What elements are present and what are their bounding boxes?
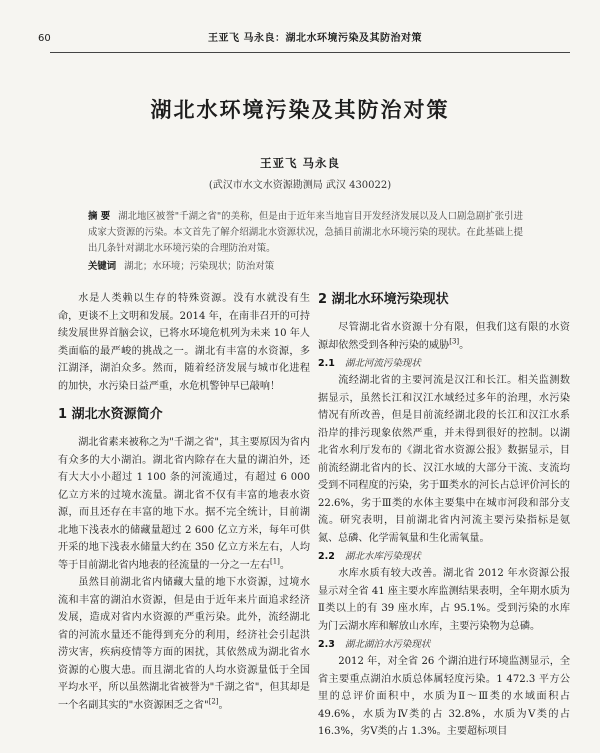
keywords-label: 关键词 bbox=[88, 261, 117, 272]
intro-paragraph: 水是人类赖以生存的特殊资源。没有水就没有生命，更谈不上文明和发展。2014 年，在南非召开的可持续发展世界首脑会议，已将水环境危机列为未来 10 年人类面临的最严峻的挑战之一。湖北有丰富的水资源，多江湖泽，湖泊众多。然而，随着经济发展与城市化进程的加快，水污染日益严重，水危机警钟早已敲响！ bbox=[58, 293, 310, 392]
header-rule bbox=[50, 52, 570, 53]
citation: [1] bbox=[269, 557, 280, 566]
subsection-2-1-heading: 2.1 湖北河流污染现状 bbox=[318, 358, 421, 369]
subsection-2-2-paragraph: 水库水质有较大改善。湖北省 2012 年水资源公报显示对全省 41 座主要水库监测结果表明，全年期水质为Ⅱ类以上的有 39 座水库，占 95.1%。受到污染的水库为门云湖水库和解放山水库，主要污染物为总磷。 bbox=[318, 568, 570, 632]
abstract-label: 摘 要 bbox=[88, 211, 111, 222]
section-1-heading: 1 湖北水资源简介 bbox=[58, 407, 163, 422]
left-column bbox=[58, 290, 310, 714]
section-1-paragraph-2: 虽然目前湖北省内储藏大量的地下水资源，过境水流和丰富的湖泊水资源，但是由于近年来片面追求经济发展，造成对省内水资源的严重污染。此外，流经湖北省的河流水量还不能得到充分的利用，经济社会引起洪涝灾害，疾病疫情等方面的困扰，其依然成为湖北省水资源的心腹大患。而且湖北省的人均水资源量低于全国平均水平，所以虽然湖北省被誉为"千湖之省"，但其却是一个名副其实的"水资源困乏之省"[2]。 bbox=[58, 577, 310, 711]
subsection-2-2-heading: 2.2 湖北水库污染现状 bbox=[318, 551, 421, 562]
page-number: 60 bbox=[38, 33, 51, 44]
section-1-paragraph-1: 湖北省素来被称之为"千湖之省"，其主要原因为省内有众多的大小湖泊。湖北省内除存在大量的湖泊外，还有大大小小超过 1 100 条的河流通过，有超过 6 000 亿立方米的过境水流量。湖北省不仅有丰富的地表水资源，而且还存在丰富的地下水。据不完全统计，目前湖北地下浅表水的储藏量超过 2 600 亿立方米，每年可供开采的地下浅表水储量大约在 350 亿立方米左右，人均等于目前湖北省内地表的径流量的一分之一左右[1]。 bbox=[58, 437, 310, 571]
abstract-text: 湖北地区被誉"千湖之省"的美称，但是由于近年来当地盲目开发经济发展以及人口剧急剧扩张引进成家大资源的污染。本文首先了解介绍湖北水资源状况，急插目前湖北水环境污染的现状。在此基础上提出几条针对湖北水环境污染的合理防治对策。 bbox=[88, 211, 523, 254]
citation: [2] bbox=[208, 697, 219, 706]
running-title: 王亚飞 马永良：湖北水环境污染及其防治对策 bbox=[208, 33, 422, 44]
running-header bbox=[38, 30, 578, 48]
section-2-heading: 2 湖北水环境污染现状 bbox=[318, 292, 449, 307]
article-affiliation: (武汉市水文水资源勘测局 武汉 430022) bbox=[208, 180, 392, 191]
article-title: 湖北水环境污染及其防治对策 bbox=[150, 98, 450, 122]
section-2-intro: 尽管湖北省水资源十分有限，但我们这有限的水资源却依然受到各种污染的威胁[3]。 bbox=[318, 322, 570, 351]
abstract bbox=[88, 209, 523, 257]
citation: [3] bbox=[449, 337, 460, 346]
subsection-2-3-paragraph: 2012 年，对全省 26 个湖泊进行环境监测显示，全省主要重点湖泊水质总体属轻度污染。1 472.3 平方公里的总评价面积中，水质为Ⅱ～Ⅲ类的水域面积占 49.6%，水质为Ⅳ类的占 32.8%，水质为Ⅴ类的占 16.3%，劣Ⅴ类的占 1.3%。主要超标项目 bbox=[318, 656, 570, 737]
keywords-text: 湖北；水环境；污染现状；防治对策 bbox=[124, 261, 275, 272]
article-authors: 王亚飞 马永良 bbox=[259, 156, 340, 170]
keywords bbox=[88, 259, 523, 275]
right-column bbox=[318, 290, 570, 741]
subsection-2-3-heading: 2.3 湖北湖泊水污染现状 bbox=[318, 639, 431, 650]
subsection-2-1-paragraph: 流经湖北省的主要河流是汉江和长江。相关监测数据显示，虽然长江和汉江水域经过多年的治理，水污染情况有所改善，但是目前流经湖北段的长江和汉江水系沿岸的排污现象依然严重，并未得到很好的控制。以湖北省水利厅发布的《湖北省水资源公报》数据显示，目前流经湖北省内的长、汉江水域的大部分干流、支流均受到不同程度的污染，劣于Ⅲ类水的河长占总评价河长的 22.6%，劣于Ⅲ类的水体主要集中在城市河段和部分支流。研究表明，目前湖北省内河流主要污染指标是氨氮、总磷、化学需氧量和生化需氧量。 bbox=[318, 375, 570, 544]
